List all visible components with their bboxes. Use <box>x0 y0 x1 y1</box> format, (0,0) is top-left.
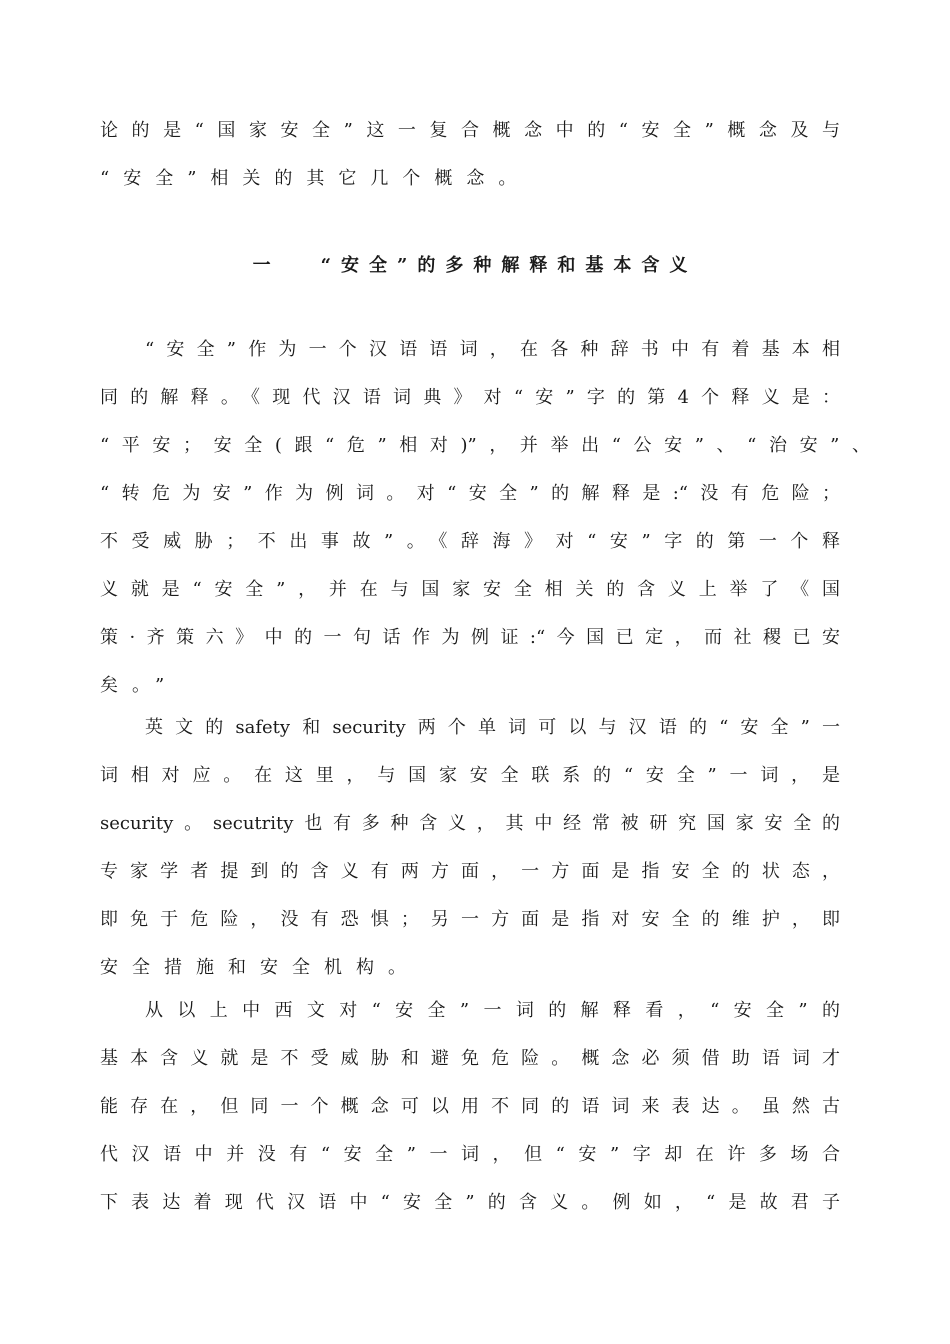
paragraph2-line-5: 即免于危险，没有恐惧；另一方面是指对安全的维护，即 <box>100 909 840 930</box>
intro-line-1: 论的是“国家安全”这一复合概念中的“安全”概念及与 <box>100 120 840 141</box>
paragraph1-line-3: “平安；安全(跟“危”相对)”，并举出“公安”、“治安”、 <box>100 435 870 456</box>
paragraph2-line-3: security。secutrity也有多种含义，其中经常被研究国家安全的 <box>100 813 840 834</box>
paragraph2-line-4: 专家学者提到的含义有两方面，一方面是指安全的状态， <box>100 861 840 882</box>
paragraph3-line-3: 能存在，但同一个概念可以用不同的语词来表达。虽然古 <box>100 1096 840 1117</box>
paragraph3-line-1: 从以上中西文对“安全”一词的解释看，“安全”的 <box>145 1000 840 1021</box>
paragraph2-line-6: 安全措施和安全机构。 <box>100 957 420 978</box>
paragraph1-line-7: 策·齐策六》中的一句话作为例证:“今国已定，而社稷已安 <box>100 627 840 648</box>
paragraph3-line-2: 基本含义就是不受威胁和避免危险。概念必须借助语词才 <box>100 1048 840 1069</box>
intro-line-2: “安全”相关的其它几个概念。 <box>100 168 531 189</box>
paragraph1-line-5: 不受威胁；不出事故”。《辞海》对“安”字的第一个释 <box>100 531 840 552</box>
section-heading-title: “安全”的多种解释和基本含义 <box>320 255 698 276</box>
paragraph1-line-6: 义就是“安全”，并在与国家安全相关的含义上举了《国 <box>100 579 840 600</box>
paragraph1-line-2: 同的解释。《现代汉语词典》对“安”字的第4个释义是： <box>100 387 840 408</box>
section-heading <box>0 254 950 278</box>
paragraph1-line-4: “转危为安”作为例词。对“安全”的解释是:“没有危险； <box>100 483 840 504</box>
paragraph3-line-5: 下表达着现代汉语中“安全”的含义。例如，“是故君子 <box>100 1192 840 1213</box>
paragraph3-line-4: 代汉语中并没有“安全”一词，但“安”字却在许多场合 <box>100 1144 840 1165</box>
paragraph2-line-1: 英文的safety和security两个单词可以与汉语的“安全”一 <box>145 717 840 738</box>
paragraph1-line-8: 矣。” <box>100 675 179 696</box>
section-heading-number: 一 <box>252 255 281 276</box>
paragraph2-line-2: 词相对应。在这里，与国家安全联系的“安全”一词，是 <box>100 765 840 786</box>
paragraph1-line-1: “安全”作为一个汉语语词，在各种辞书中有着基本相 <box>145 339 840 360</box>
